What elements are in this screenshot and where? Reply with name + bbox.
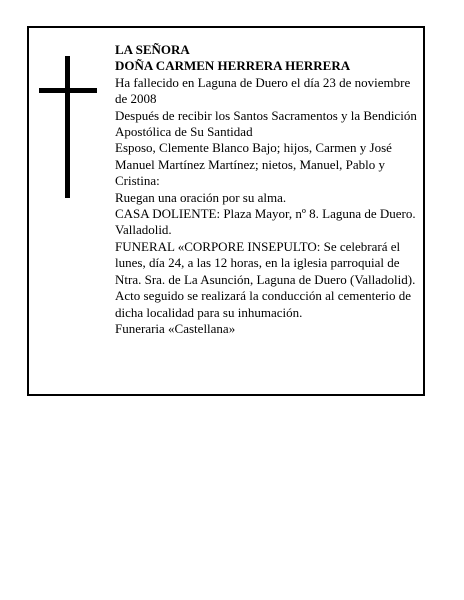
- notice-text: [115, 42, 420, 337]
- family-line: Esposo, Clemente Blanco Bajo; hijos, Carmen y José Manuel Martínez Martínez; nietos, Manuel, Pablo y Cristina:: [115, 140, 392, 189]
- sacraments-line: Después de recibir los Santos Sacramentos y la Bendición Apostólica de Su Santidad: [115, 107, 417, 140]
- death-announcement: Ha fallecido en Laguna de Duero el día 23 de noviembre de 2008: [115, 74, 411, 107]
- funeral-home: Funeraria «Castellana»: [115, 320, 236, 336]
- cross-icon: [39, 56, 97, 198]
- funeral-details: FUNERAL «CORPORE INSEPULTO: Se celebrará el lunes, día 24, a las 12 horas, en la iglesia parroquial de Ntra. Sra. de La Asunción, Laguna de Duero (Valladolid). Acto seguido se realizará la conducción al cementerio de dicha localidad para su inhumación.: [115, 238, 416, 320]
- cross-vertical-bar: [65, 56, 70, 198]
- obituary-notice: [27, 26, 425, 396]
- prayer-request: Ruegan una oración por su alma.: [115, 189, 287, 205]
- cross-horizontal-bar: [39, 88, 97, 93]
- mourning-house: CASA DOLIENTE: Plaza Mayor, nº 8. Laguna de Duero. Valladolid.: [115, 206, 416, 238]
- deceased-name: DOÑA CARMEN HERRERA HERRERA: [115, 58, 351, 74]
- title-line: LA SEÑORA: [115, 42, 190, 57]
